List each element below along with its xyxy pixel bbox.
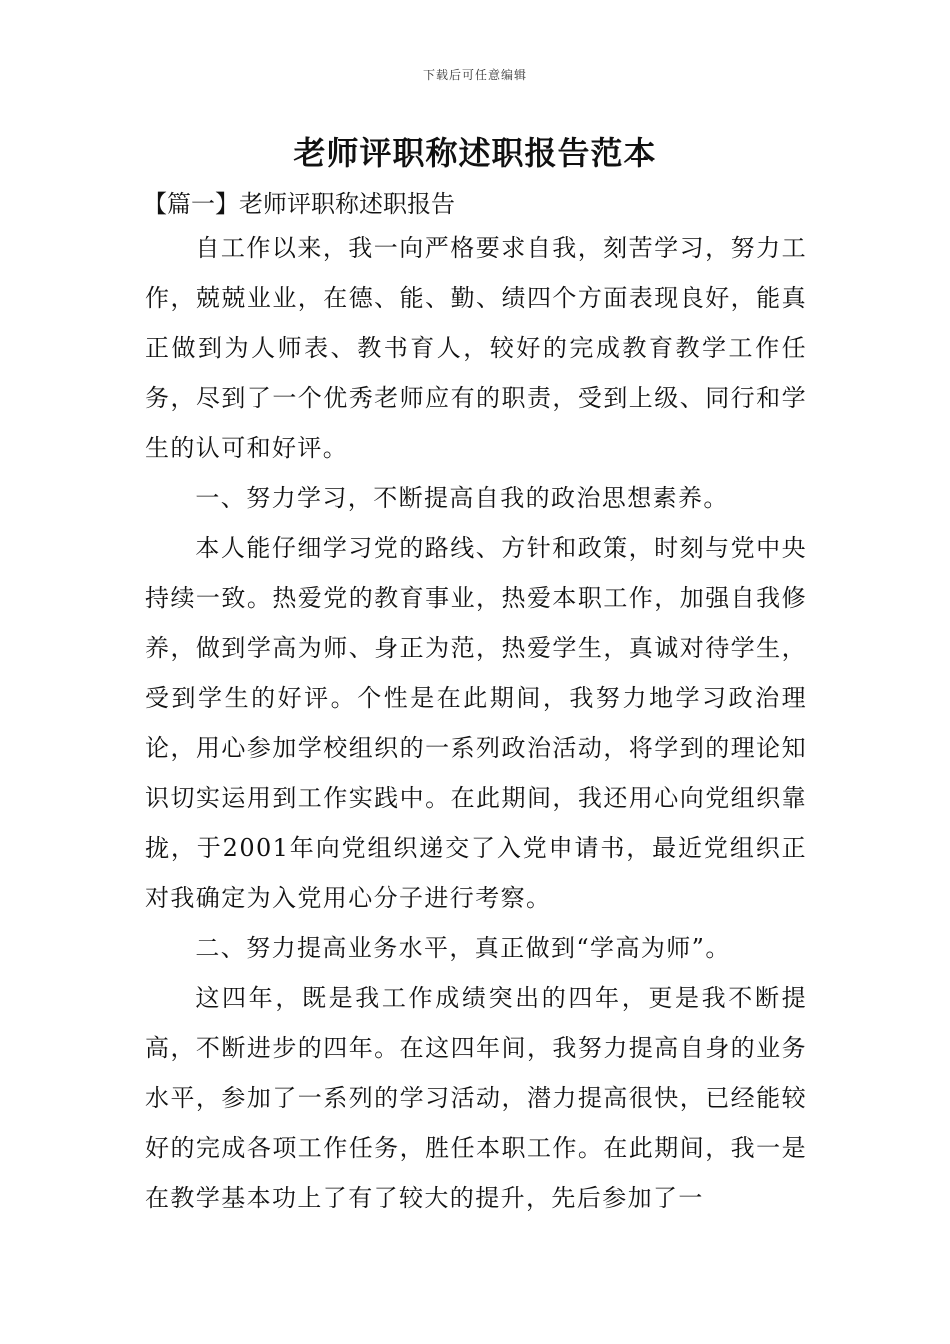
paragraph: 二、努力提高业务水平，真正做到“学高为师”。 <box>195 934 731 962</box>
paragraph: 本人能仔细学习党的路线、方针和政策，时刻与党中央持续一致。热爱党的教育事业，热爱本职工作，加强自我修养，做到学高为师、身正为范，热爱学生，真诚对待学生，受到学生的好评。个性是在此期间，我努力地学习政治理论，用心参加学校组织的一系列政治活动，将学到的理论知识切实运用到工作实践中。在此期间，我还用心向党组织靠拢，于2001年向党组织递交了入党申请书，最近党组织正对我确定为入党用心分子进行考察。 <box>145 534 807 912</box>
document-body <box>145 223 807 1223</box>
document-title: 老师评职称述职报告范本 <box>293 134 657 172</box>
header-note: 下载后可任意编辑 <box>422 68 527 82</box>
paragraph: 这四年，既是我工作成绩突出的四年，更是我不断提高，不断进步的四年。在这四年间，我努力提高自身的业务水平，参加了一系列的学习活动，潜力提高很快，已经能较好的完成各项工作任务，胜任本职工作。在此期间，我一是在教学基本功上了有了较大的提升，先后参加了一 <box>145 984 807 1212</box>
paragraph: 一、努力学习，不断提高自我的政治思想素养。 <box>195 484 729 512</box>
section-heading: 【篇一】老师评职称述职报告 <box>143 190 455 218</box>
paragraph: 自工作以来，我一向严格要求自我，刻苦学习，努力工作，兢兢业业，在德、能、勤、绩四个方面表现良好，能真正做到为人师表、教书育人，较好的完成教育教学工作任务，尽到了一个优秀老师应有的职责，受到上级、同行和学生的认可和好评。 <box>145 234 807 462</box>
